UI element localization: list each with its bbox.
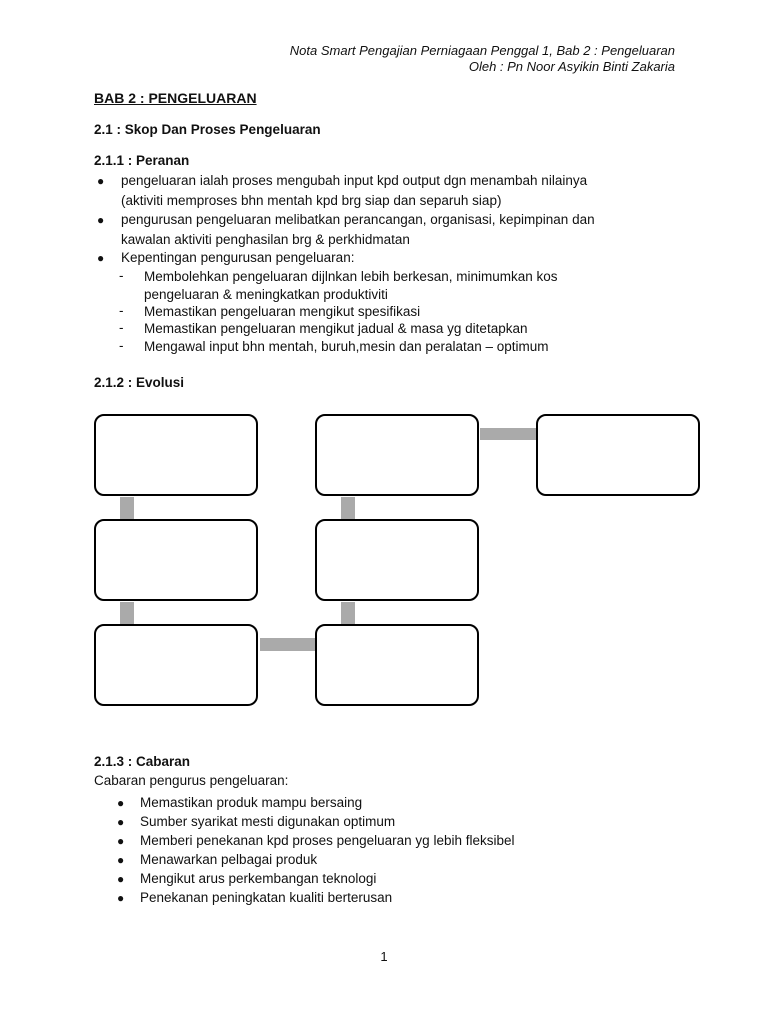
peranan-bullet-2: pengurusan pengeluaran melibatkan perancangan, organisasi, kepimpinan dan (121, 212, 595, 227)
evolusi-box-4 (94, 519, 258, 601)
cabaran-item-1: Memastikan produk mampu bersaing (140, 795, 363, 810)
bullet-icon: ● (117, 872, 125, 886)
bullet-icon: ● (97, 251, 105, 265)
evolusi-box-1 (94, 414, 258, 496)
connector-v-left-1 (120, 497, 134, 521)
section-2-1-3-heading: 2.1.3 : Cabaran (94, 754, 191, 769)
peranan-bullet-2-cont: kawalan aktiviti penghasilan brg & perkhidmatan (121, 232, 410, 247)
running-header-author: Oleh : Pn Noor Asyikin Binti Zakaria (468, 59, 675, 74)
bullet-icon: ● (117, 891, 125, 905)
cabaran-item-3: Memberi penekanan kpd proses pengeluaran yg lebih fleksibel (140, 833, 515, 848)
kepentingan-item-1: Membolehkan pengeluaran dijlnkan lebih berkesan, minimumkan kos (144, 269, 558, 284)
kepentingan-item-1-cont: pengeluaran & meningkatkan produktiviti (144, 287, 388, 302)
dash-marker: - (119, 268, 124, 283)
connector-v-mid-2 (341, 602, 355, 626)
chapter-title: BAB 2 : PENGELUARAN (94, 90, 257, 106)
bullet-icon: ● (117, 834, 125, 848)
evolusi-box-7 (315, 624, 479, 706)
dash-marker: - (119, 338, 124, 353)
bullet-icon: ● (97, 174, 105, 188)
page-number: 1 (380, 949, 388, 964)
running-header-title: Nota Smart Pengajian Perniagaan Penggal 1, Bab 2 : Pengeluaran (289, 43, 675, 58)
bullet-icon: ● (117, 796, 125, 810)
bullet-icon: ● (117, 853, 125, 867)
evolusi-box-6 (94, 624, 258, 706)
peranan-bullet-1: pengeluaran ialah proses mengubah input kpd output dgn menambah nilainya (121, 173, 588, 188)
dash-marker: - (119, 320, 124, 335)
connector-v-mid-1 (341, 497, 355, 521)
cabaran-item-6: Penekanan peningkatan kualiti berterusan (140, 890, 393, 905)
connector-h-top (480, 428, 538, 440)
connector-h-bottom (260, 638, 317, 651)
peranan-bullet-3: Kepentingan pengurusan pengeluaran: (121, 250, 355, 265)
kepentingan-item-2: Memastikan pengeluaran mengikut spesifikasi (144, 304, 421, 319)
section-2-1-heading: 2.1 : Skop Dan Proses Pengeluaran (94, 122, 321, 137)
cabaran-intro: Cabaran pengurus pengeluaran: (94, 773, 289, 788)
section-2-1-1-heading: 2.1.1 : Peranan (94, 153, 190, 168)
kepentingan-item-4: Mengawal input bhn mentah, buruh,mesin dan peralatan – optimum (144, 339, 549, 354)
evolusi-box-3 (536, 414, 700, 496)
kepentingan-item-3: Memastikan pengeluaran mengikut jadual & masa yg ditetapkan (144, 321, 528, 336)
connector-v-left-2 (120, 602, 134, 626)
cabaran-item-2: Sumber syarikat mesti digunakan optimum (140, 814, 396, 829)
section-2-1-2-heading: 2.1.2 : Evolusi (94, 375, 185, 390)
peranan-bullet-1-cont: (aktiviti memproses bhn mentah kpd brg siap dan separuh siap) (121, 193, 502, 208)
cabaran-item-5: Mengikut arus perkembangan teknologi (140, 871, 377, 886)
evolusi-box-5 (315, 519, 479, 601)
cabaran-item-4: Menawarkan pelbagai produk (140, 852, 318, 867)
bullet-icon: ● (117, 815, 125, 829)
evolusi-box-2 (315, 414, 479, 496)
dash-marker: - (119, 303, 124, 318)
bullet-icon: ● (97, 213, 105, 227)
